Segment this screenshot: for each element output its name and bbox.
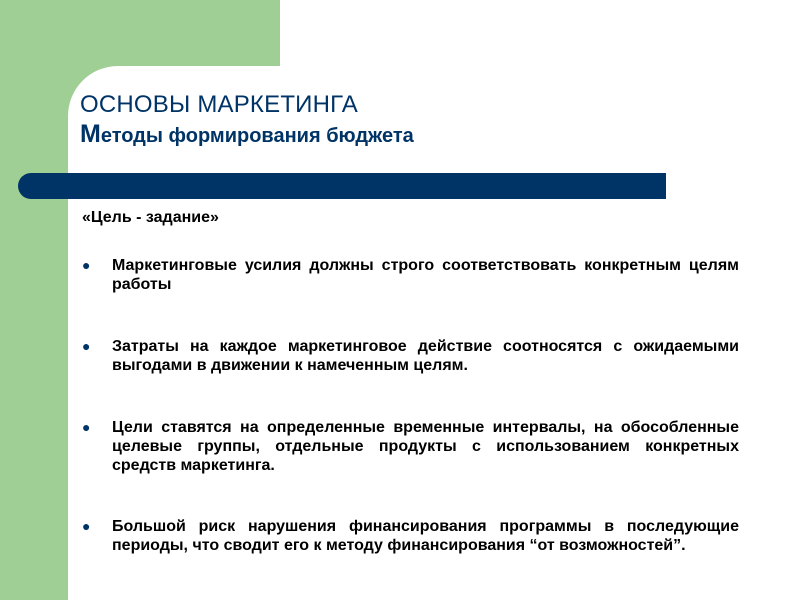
slide-title: [80, 90, 700, 150]
bullet-text: Затраты на каждое маркетинговое действие соотносятся с ожидаемыми выгодами в движении к намеченным целям.: [112, 338, 739, 374]
title-main: ОСНОВЫ МАРКЕТИНГА: [80, 91, 358, 118]
bullet-item: [82, 337, 739, 375]
title-subtitle: [80, 120, 700, 150]
bullet-item: [82, 256, 739, 294]
bullet-icon: ●: [82, 338, 91, 354]
bullet-list: [82, 256, 739, 555]
title-divider-bar: [18, 173, 666, 199]
bullet-text: Маркетинговые усилия должны строго соответствовать конкретным целям работы: [112, 257, 739, 293]
bullet-item: [82, 517, 739, 555]
bullet-icon: ●: [82, 257, 91, 273]
bullet-item: [82, 418, 739, 475]
section-heading: «Цель - задание»: [82, 209, 219, 226]
bullet-icon: ●: [82, 419, 91, 435]
title-subtitle-rest: етоды формирования бюджета: [100, 125, 414, 147]
title-subtitle-initial: М: [80, 120, 101, 148]
bullet-text: Большой риск нарушения финансирования программы в последующие периоды, что сводит его к методу финансирования “от возможностей”.: [112, 518, 739, 554]
bullet-text: Цели ставятся на определенные временные интервалы, на обособленные целевые группы, отдельные продукты с использованием конкретных средств маркетинга.: [112, 419, 739, 474]
bullet-icon: ●: [82, 518, 91, 534]
